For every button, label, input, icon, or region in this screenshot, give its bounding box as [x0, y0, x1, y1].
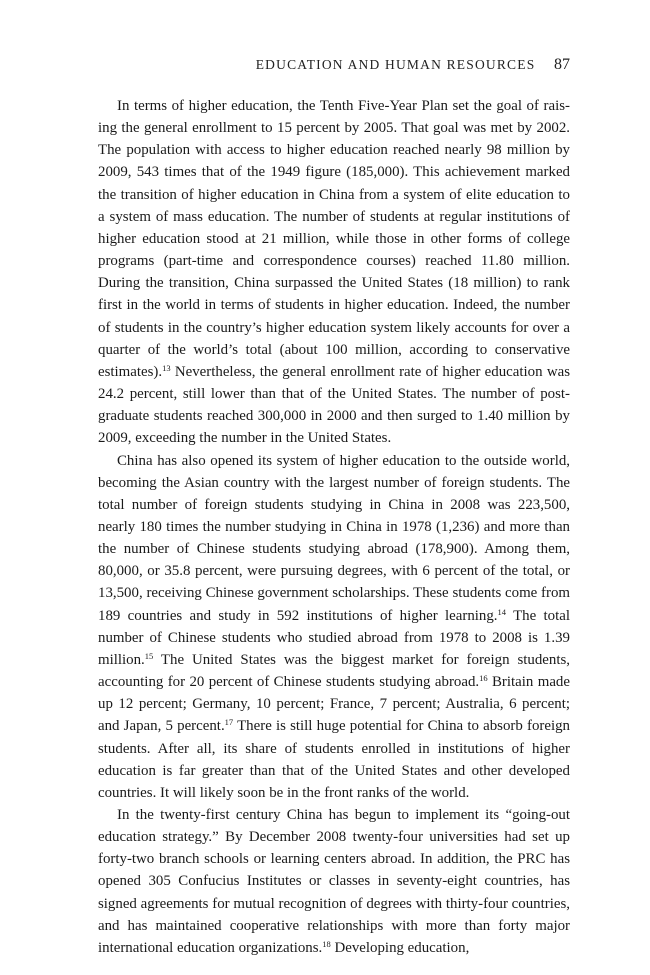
footnote-marker: 16: [479, 673, 488, 684]
paragraph-text: In terms of higher education, the Tenth Five-Year Plan set the goal of raising the general enrollment to 15 percent by 2005. That goal was met by 2002. The population with access to higher education reached nearly 98 million by 2009, 543 times that of the 1949 figure (185,000). This achievement marked the transition of higher education in China from a system of elite education to a system of mass education. The number of students at regular institutions of higher education stood at 21 million, while those in other forms of college programs (part-time and correspondence courses) reached 11.80 million. During the transition, China surpassed the United States (18 million) to rank first in the world in terms of students in higher education. Indeed, the number of students in the country’s higher education system likely accounts for over a quarter of the world’s total (about 100 million, according to conservative estimates).: [98, 98, 570, 380]
paragraph-higher-education: [98, 95, 570, 450]
body-text: [98, 95, 570, 959]
paragraph-text: The total number of Chinese students who studied abroad from 1978 to 2008 is 1.39 million.: [98, 607, 570, 668]
paragraph-text: There is still huge potential for China to absorb foreign students. After all, its share of students enrolled in institutions of higher education is far greater than that of the United States and other developed countries. It will likely soon be in the front ranks of the world.: [98, 718, 570, 801]
paragraph-text: Developing education,: [330, 939, 470, 956]
paragraph-text: In the twenty-first century China has begun to implement its “going-out education strategy.” By December 2008 twenty-four universities had set up forty-two branch schools or learning centers abroad. In addition, the PRC has opened 305 Confucius Institutes or classes in seventy-eight countries, has signed agreements for mutual recognition of degrees with thirty-four countries, and has maintained cooperative relationships with more than forty major international education organizations.: [98, 807, 570, 956]
running-head: [98, 56, 570, 74]
footnote-marker: 13: [162, 362, 171, 373]
paragraph-text: The United States was the biggest market for foreign students, accounting for 20 percent of Chinese students studying abroad.: [98, 651, 570, 691]
page-number: 87: [554, 56, 570, 73]
footnote-marker: 18: [322, 938, 331, 949]
footnote-marker: 15: [144, 650, 154, 661]
paragraph-going-out-strategy: [98, 804, 570, 959]
paragraph-text: Britain made up 12 percent; Germany, 10 percent; France, 7 percent; Australia, 6 percent; and Japan, 5 percent.: [98, 674, 570, 735]
paragraph-foreign-students: [98, 450, 570, 805]
paragraph-text: China has also opened its system of higher education to the outside world, becoming the Asian country with the largest number of foreign students. The total number of foreign students studying in China in 2008 was 223,500, nearly 180 times the number studying in China in 1978 (1,236) and more than the number of Chinese students studying abroad (178,900). Among them, 80,000, or 35.8 percent, were pursuing degrees, with 6 percent of the total, or 13,500, receiving Chinese government scholarships. These students come from 189 countries and study in 592 institutions of higher learning.: [98, 452, 570, 624]
footnote-marker: 14: [497, 606, 507, 617]
running-title: EDUCATION AND HUMAN RESOURCES: [255, 57, 536, 72]
paragraph-text: Nevertheless, the general enrollment rate of higher education was 24.2 percent, still lower than that of the United States. The number of postgraduate students reached 300,000 in 2000 and then surged to 1.40 million by 2009, exceeding the number in the United States.: [98, 363, 570, 447]
footnote-marker: 17: [224, 717, 234, 728]
